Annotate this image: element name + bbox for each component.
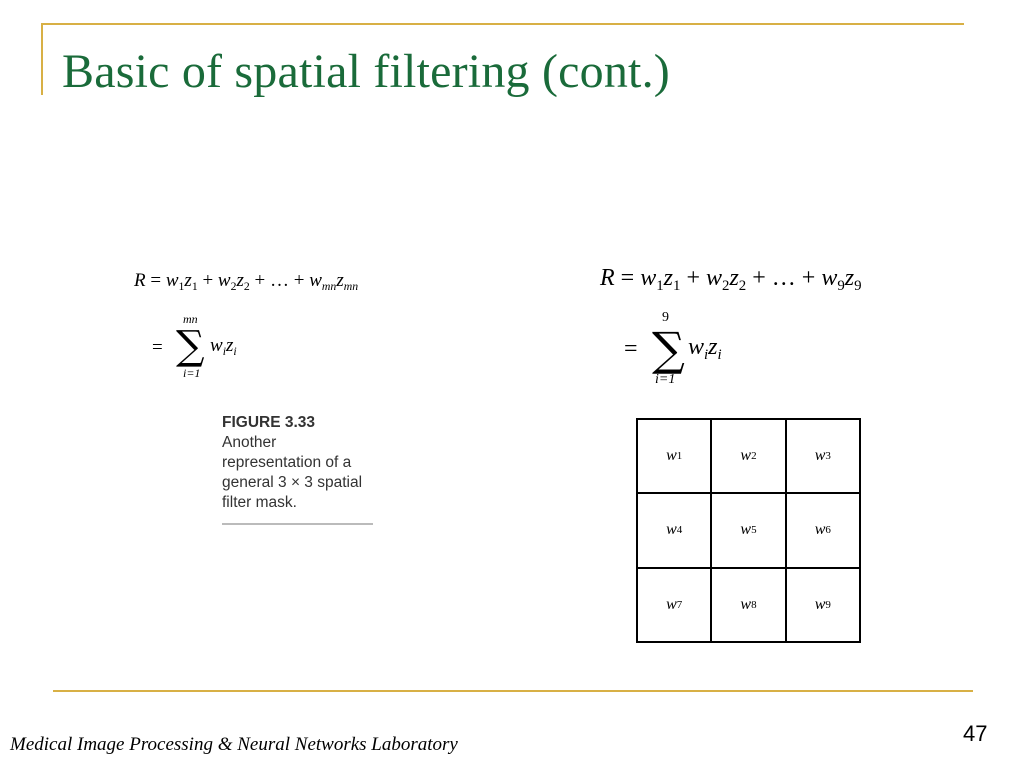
mask-cell [711, 568, 785, 642]
formula-subscript: i [717, 347, 722, 364]
figure-label: FIGURE 3.33 [222, 414, 316, 431]
left-formula-line1 [134, 270, 358, 294]
formula-operator: = [614, 265, 641, 291]
cell-subscript: 6 [825, 524, 831, 537]
formula-subscript: i [233, 345, 237, 359]
cell-subscript: 5 [751, 524, 757, 537]
formula-subscript: i [222, 345, 226, 359]
page-number: 47 [963, 721, 988, 746]
filter-mask-grid [636, 418, 861, 643]
sum-lower-limit: i=1 [655, 372, 676, 387]
formula-operator: = [152, 337, 163, 358]
cell-weight: w [814, 521, 826, 539]
formula-symbol: R [600, 265, 615, 291]
formula-symbol: z [729, 265, 739, 291]
sum-upper-limit: 9 [662, 310, 669, 325]
formula-symbol: z [844, 265, 855, 291]
mask-cell [637, 493, 711, 567]
mask-cell [711, 419, 785, 493]
cell-subscript: 1 [676, 450, 683, 463]
formula-symbol: w [821, 265, 838, 291]
formula-operator: + [197, 270, 218, 291]
formula-symbol: z [236, 270, 244, 291]
sum-term [688, 334, 722, 364]
sigma-symbol: ∑ [652, 322, 685, 376]
formula-symbol: z [225, 335, 234, 356]
formula-symbol: z [184, 270, 192, 291]
cell-weight: w [666, 595, 677, 613]
cell-subscript: 2 [751, 450, 757, 463]
figure-caption-text: Another representation of a general 3 × 3 spatial filter mask. [222, 434, 363, 511]
figure-caption [222, 413, 374, 513]
cell-subscript: 3 [825, 450, 831, 463]
footer-text: Medical Image Processing & Neural Networks Laboratory [10, 734, 458, 755]
left-rule [41, 23, 43, 95]
cell-weight: w [814, 595, 826, 613]
right-summation [622, 308, 762, 388]
sum-lower-limit: i=1 [183, 366, 201, 380]
formula-subscript: 9 [837, 278, 845, 295]
cell-subscript: 8 [751, 598, 757, 611]
formula-subscript: 2 [738, 278, 747, 295]
cell-subscript: 4 [676, 524, 683, 537]
formula-operator: + … + [746, 265, 822, 291]
formula-subscript: 1 [178, 280, 185, 294]
cell-weight: w [740, 521, 752, 539]
formula-symbol: z [336, 270, 344, 291]
cell-weight: w [666, 521, 677, 539]
formula-symbol: R [134, 270, 146, 291]
formula-symbol: w [210, 335, 223, 356]
formula-operator: + [680, 265, 706, 291]
sigma-symbol: ∑ [176, 323, 205, 369]
caption-underline [222, 523, 373, 525]
formula-subscript: 2 [230, 280, 237, 294]
mask-cell [637, 419, 711, 493]
formula-symbol: w [309, 270, 322, 291]
top-rule [41, 23, 964, 25]
formula-subscript: 1 [673, 278, 681, 295]
formula-subscript: 1 [656, 278, 664, 295]
formula-subscript: 9 [854, 278, 862, 295]
right-formula-line1 [600, 265, 862, 295]
mask-cell [637, 568, 711, 642]
formula-subscript: 1 [191, 280, 198, 294]
formula-symbol: w [688, 334, 705, 360]
formula-subscript: 2 [722, 278, 730, 295]
mask-cell [786, 419, 860, 493]
left-summation [150, 310, 270, 380]
cell-weight: w [666, 447, 677, 465]
formula-operator: + … + [249, 270, 310, 291]
sum-term [210, 335, 237, 359]
formula-symbol: w [217, 270, 231, 291]
cell-weight: w [740, 595, 752, 613]
formula-subscript: 2 [243, 280, 250, 294]
formula-operator: = [145, 270, 166, 291]
bottom-rule [53, 690, 973, 692]
formula-symbol: w [640, 265, 657, 291]
mask-cell [786, 568, 860, 642]
sum-upper-limit: mn [183, 312, 198, 326]
formula-subscript: i [704, 347, 709, 364]
slide-title: Basic of spatial filtering (cont.) [62, 45, 670, 98]
cell-weight: w [740, 447, 752, 465]
mask-cell [711, 493, 785, 567]
formula-operator: = [624, 336, 638, 362]
formula-subscript: mn [343, 280, 359, 294]
formula-symbol: w [165, 270, 179, 291]
cell-subscript: 9 [825, 598, 831, 611]
formula-symbol: z [663, 265, 674, 291]
formula-symbol: w [706, 265, 723, 291]
cell-subscript: 7 [676, 598, 683, 611]
mask-cell [786, 493, 860, 567]
formula-subscript: mn [321, 280, 337, 294]
cell-weight: w [814, 447, 826, 465]
formula-symbol: z [708, 334, 718, 360]
